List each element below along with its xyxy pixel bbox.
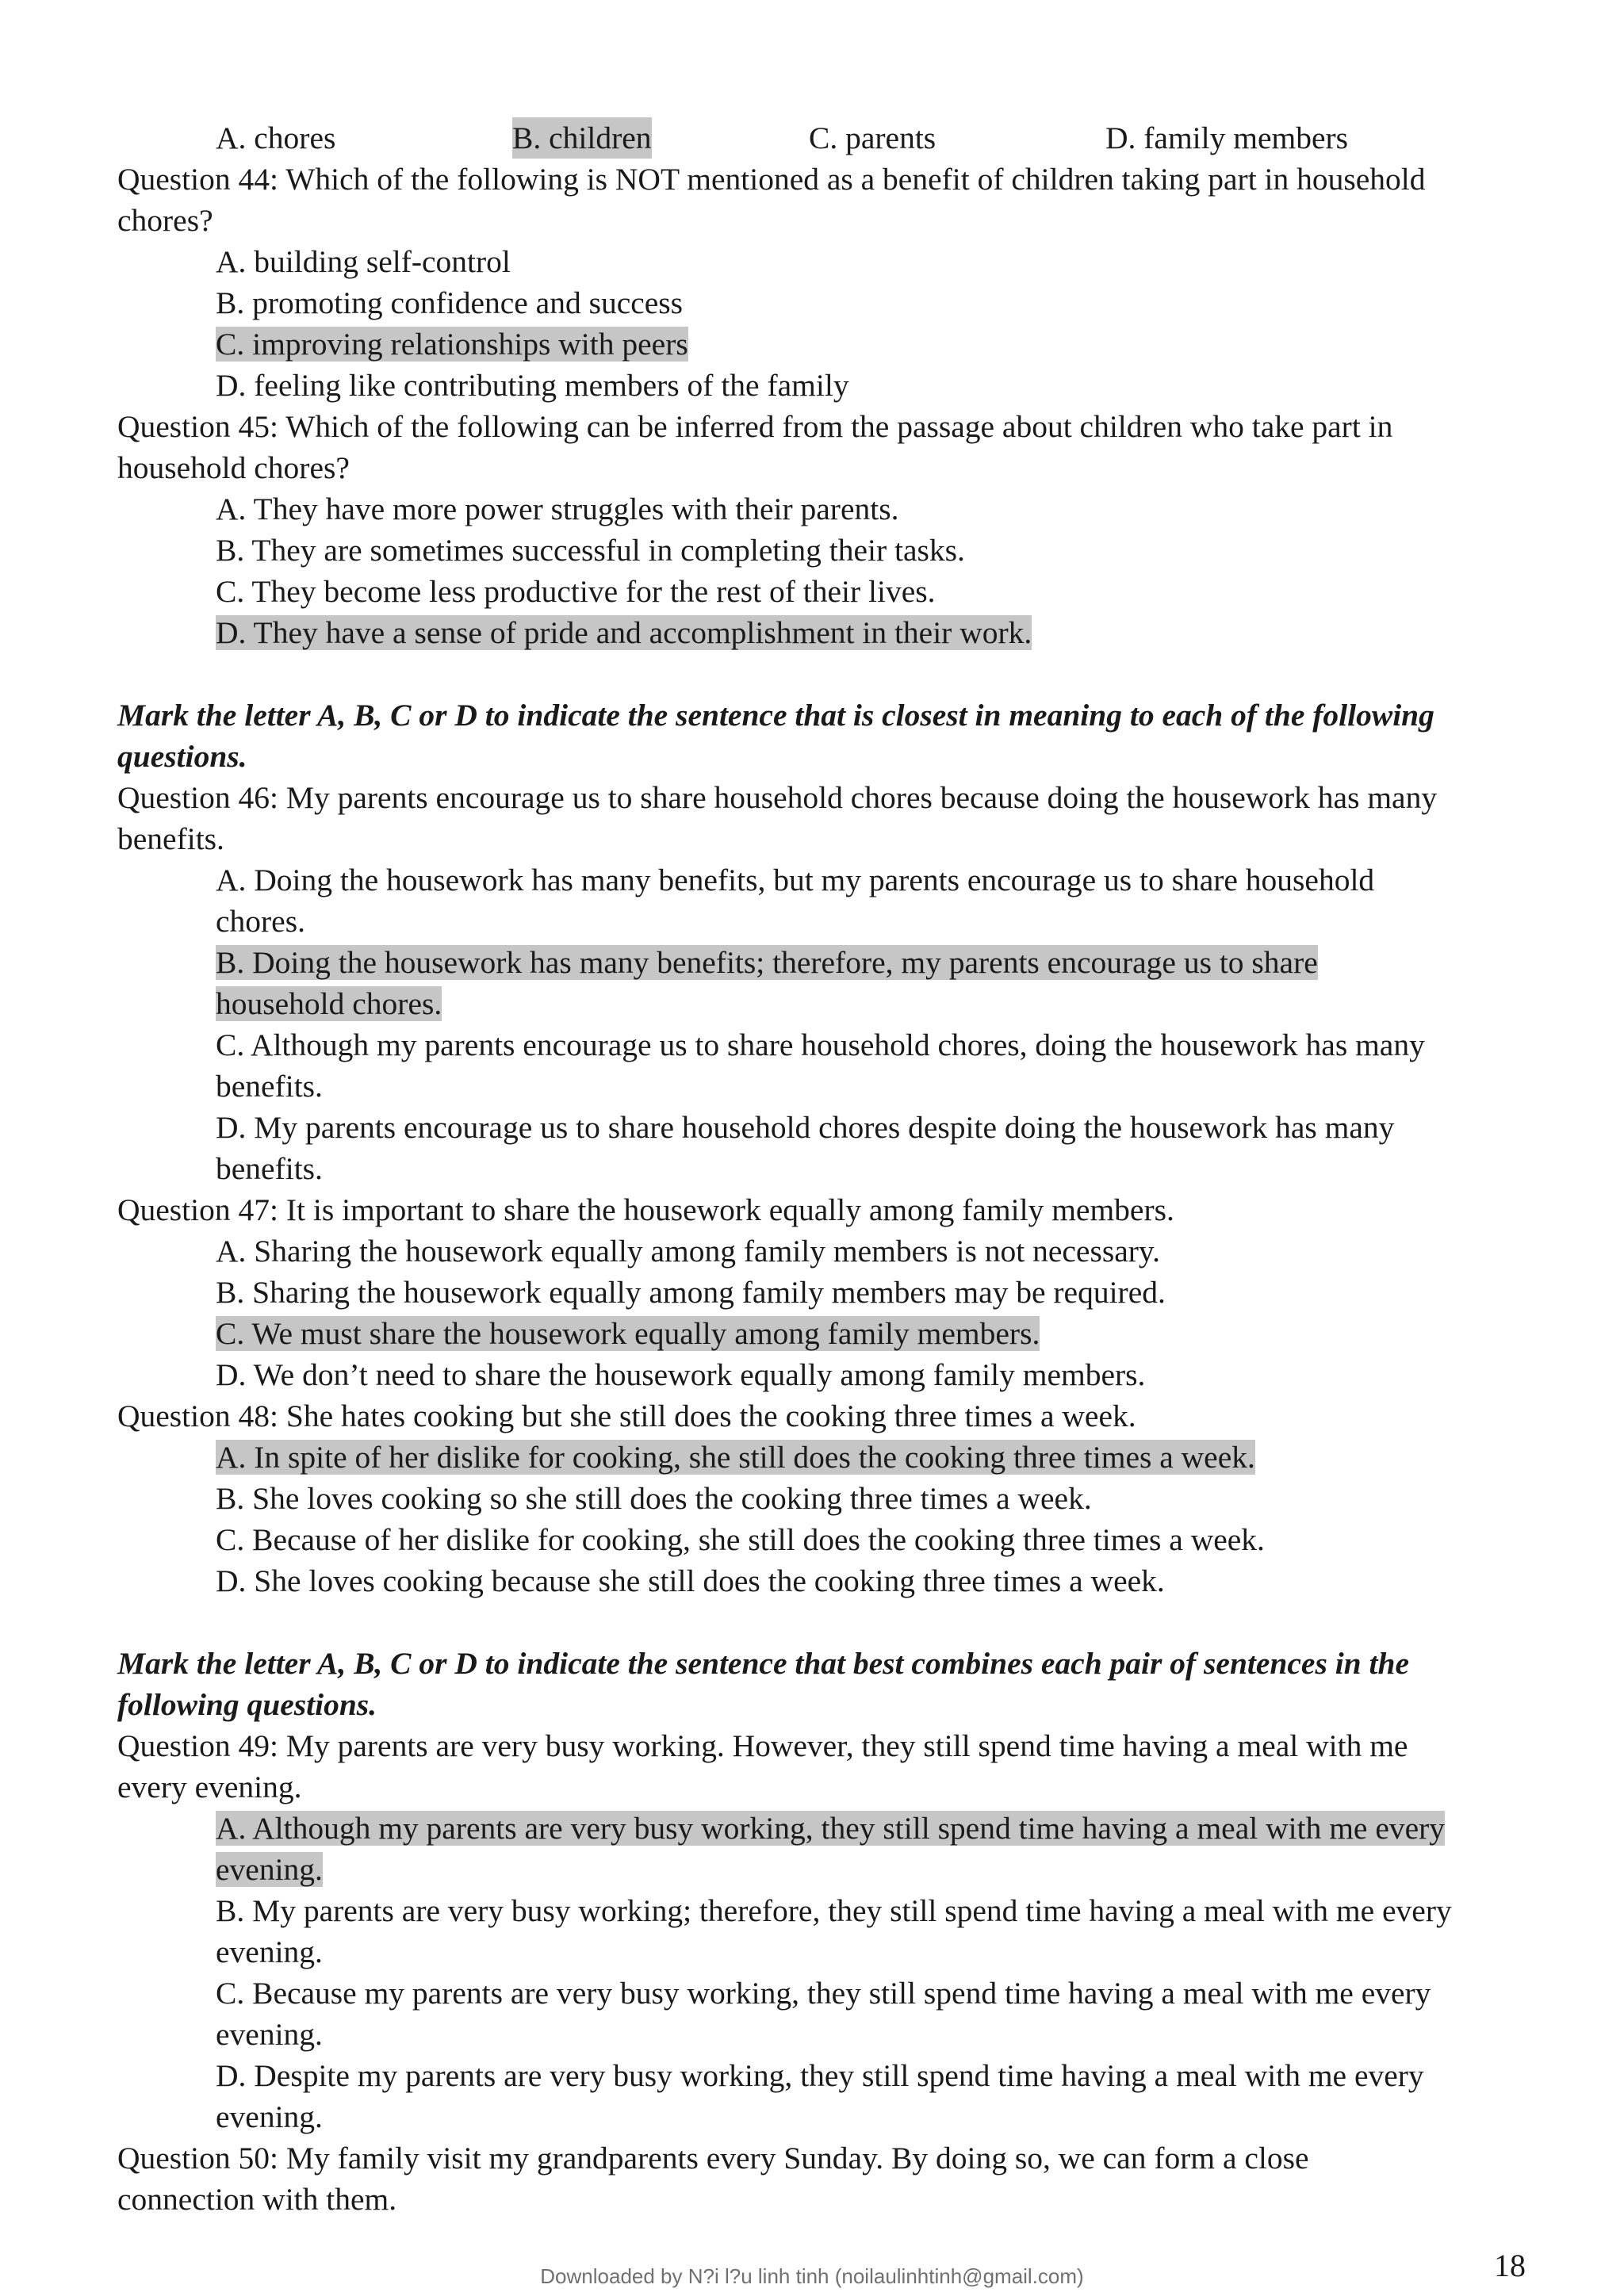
q43-option-c: C. parents <box>809 121 936 155</box>
q48-stem: Question 48: She hates cooking but she still does the cooking three times a week. <box>117 1399 1136 1433</box>
q47-option-a: A. Sharing the housework equally among family members is not necessary. <box>216 1234 1160 1269</box>
q49-option-d-line1: D. Despite my parents are very busy working, they still spend time having a meal with me every <box>216 2058 1424 2093</box>
q45-option-a: A. They have more power struggles with their parents. <box>216 492 899 526</box>
q47-stem: Question 47: It is important to share the housework equally among family members. <box>117 1192 1174 1227</box>
q43-option-b-highlighted: B. children <box>512 117 652 159</box>
q48-option-a-highlighted: A. In spite of her dislike for cooking, she still does the cooking three times a week. <box>216 1440 1255 1475</box>
q43-options <box>117 117 1529 159</box>
q47-option-c-highlighted: C. We must share the housework equally among family members. <box>216 1316 1040 1351</box>
q46-stem-line2: benefits. <box>117 821 224 856</box>
q44-option-d: D. feeling like contributing members of the family <box>216 368 849 403</box>
q49-stem-line2: every evening. <box>117 1770 302 1804</box>
q48-option-b: B. She loves cooking so she still does the cooking three times a week. <box>216 1481 1092 1516</box>
q49-option-b-line1: B. My parents are very busy working; therefore, they still spend time having a meal with me every <box>216 1893 1452 1928</box>
q46-option-d-line1: D. My parents encourage us to share household chores despite doing the housework has many <box>216 1110 1395 1145</box>
section-instruction-1-line1: Mark the letter A, B, C or D to indicate the sentence that is closest in meaning to each of the following <box>117 698 1434 733</box>
q49-stem-line1: Question 49: My parents are very busy working. However, they still spend time having a meal with me <box>117 1728 1408 1763</box>
q49-option-c-line1: C. Because my parents are very busy working, they still spend time having a meal with me every <box>216 1976 1431 2011</box>
q44-stem-line2: chores? <box>117 203 213 238</box>
q45-option-d-highlighted: D. They have a sense of pride and accomplishment in their work. <box>216 615 1032 650</box>
q48-option-d: D. She loves cooking because she still does the cooking three times a week. <box>216 1563 1165 1598</box>
q49-option-d-line2: evening. <box>216 2099 323 2134</box>
q49-option-a-line1-highlighted: A. Although my parents are very busy working, they still spend time having a meal with me every <box>216 1811 1446 1846</box>
q44-option-c-highlighted: C. improving relationships with peers <box>216 327 688 362</box>
q45-stem-line2: household chores? <box>117 450 350 485</box>
q49-option-a-line2-highlighted: evening. <box>216 1852 323 1887</box>
q47-option-d: D. We don’t need to share the housework equally among family members. <box>216 1357 1146 1392</box>
q44-stem-line1: Question 44: Which of the following is NOT mentioned as a benefit of children taking part in household <box>117 162 1426 197</box>
q49-option-b-line2: evening. <box>216 1934 323 1969</box>
q43-option-d: D. family members <box>1105 121 1349 155</box>
q46-option-b-line2-highlighted: household chores. <box>216 986 442 1021</box>
q45-option-c: C. They become less productive for the rest of their lives. <box>216 574 936 609</box>
q46-option-b-line1-highlighted: B. Doing the housework has many benefits; therefore, my parents encourage us to share <box>216 945 1318 980</box>
q48-option-c: C. Because of her dislike for cooking, she still does the cooking three times a week. <box>216 1522 1265 1557</box>
q44-option-a: A. building self-control <box>216 244 511 279</box>
q50-stem-line2: connection with them. <box>117 2182 397 2217</box>
document-page <box>117 117 1529 2220</box>
q43-option-a: A. chores <box>216 121 336 155</box>
page-number: 18 <box>1494 2248 1526 2283</box>
q45-stem-line1: Question 45: Which of the following can be inferred from the passage about children who take part in <box>117 409 1393 444</box>
q47-option-b: B. Sharing the housework equally among family members may be required. <box>216 1275 1166 1310</box>
q46-option-d-line2: benefits. <box>216 1151 323 1186</box>
q46-option-c-line2: benefits. <box>216 1069 323 1104</box>
section-instruction-2-line2: following questions. <box>117 1687 377 1722</box>
q46-option-a-line1: A. Doing the housework has many benefits, but my parents encourage us to share household <box>216 863 1375 897</box>
q46-stem-line1: Question 46: My parents encourage us to share household chores because doing the housework has many <box>117 780 1438 815</box>
q50-stem-line1: Question 50: My family visit my grandparents every Sunday. By doing so, we can form a close <box>117 2141 1309 2175</box>
q49-option-c-line2: evening. <box>216 2017 323 2052</box>
q44-option-b: B. promoting confidence and success <box>216 285 684 320</box>
download-footer: Downloaded by N?i l?u linh tinh (noilaulinhtinh@gmail.com) <box>540 2264 1084 2288</box>
section-instruction-2-line1: Mark the letter A, B, C or D to indicate the sentence that best combines each pair of sentences in the <box>117 1646 1409 1681</box>
q46-option-c-line1: C. Although my parents encourage us to share household chores, doing the housework has many <box>216 1027 1425 1062</box>
q46-option-a-line2: chores. <box>216 904 305 939</box>
section-instruction-1-line2: questions. <box>117 739 247 774</box>
q45-option-b: B. They are sometimes successful in completing their tasks. <box>216 533 965 568</box>
